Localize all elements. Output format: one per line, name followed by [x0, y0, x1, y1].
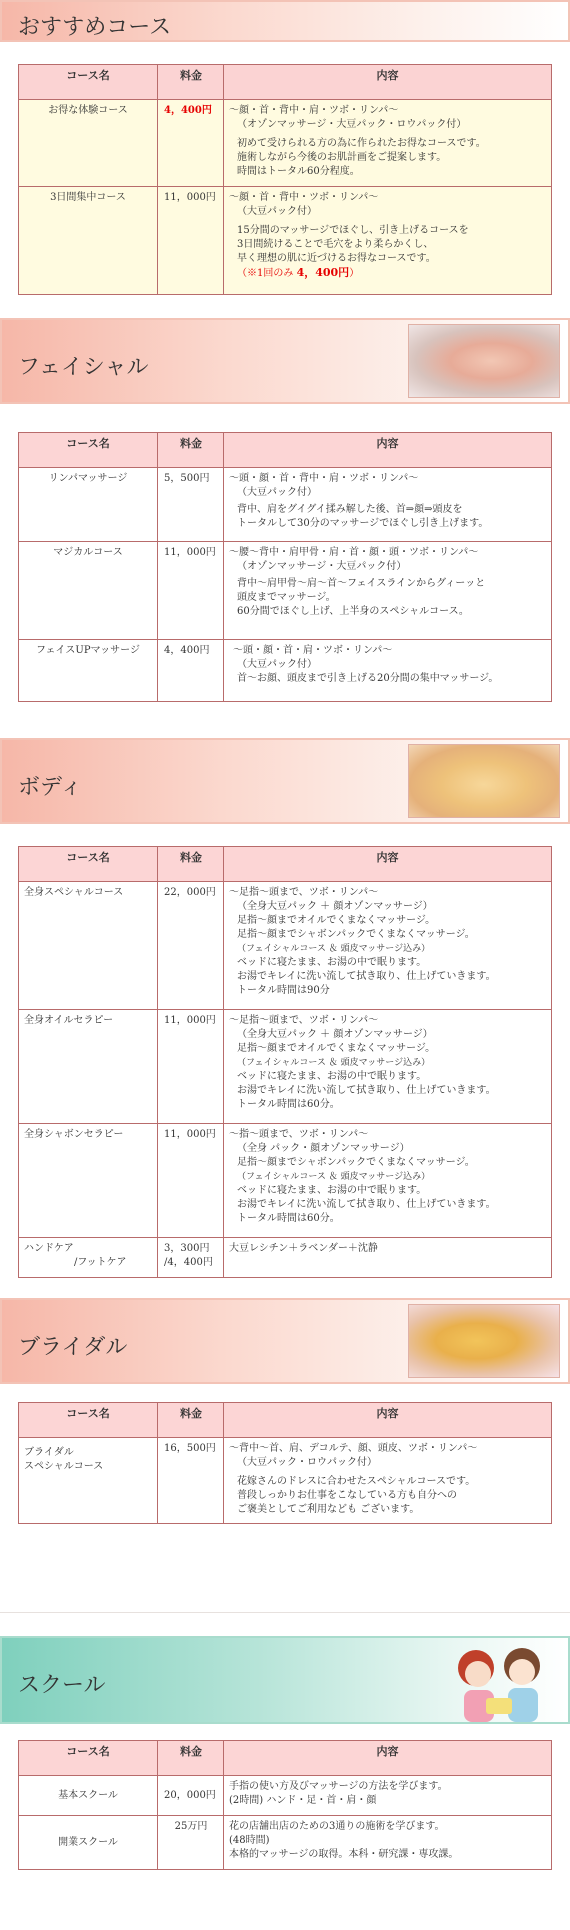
school-illustration	[438, 1642, 558, 1722]
course-name: 基本スクール	[19, 1776, 158, 1816]
table-header-row	[19, 847, 552, 882]
course-content: ～背中～首、肩、デコルテ、顔、頭皮、ツボ・リンパ～ （大豆パック・ロウパック付） 花嫁さんのドレスに合わせたスペシャルコースです。 普段しっかりお仕事をこなしている方も自分への ご褒美としてご利用なども ございます。	[224, 1438, 552, 1524]
header-price: 料金	[158, 433, 224, 468]
course-price: 20，000円	[158, 1776, 224, 1816]
table-row	[19, 1010, 552, 1124]
course-name: フェイスUPマッサージ	[19, 640, 158, 702]
course-content: ～足指～頭まで、ツボ・リンパ～ （全身大豆パック ＋ 顔オゾンマッサージ） 足指～顔までオイルでくまなくマッサージ。 足指～顔までシャボンパックでくまなくマッサージ。 （フェイシャルコース ＆ 頭皮マッサージ込み） ベッドに寝たまま、お湯の中で眠ります。 お湯でキレイに洗い流して拭き取り、仕上げていきます。 トータル時間は90分	[224, 882, 552, 1010]
course-price: 3，300円 /4，400円	[158, 1238, 224, 1278]
course-content: ～腰～背中・肩甲骨・肩・首・顔・頭・ツボ・リンパ～ （オゾンマッサージ・大豆パック付） 背中～肩甲骨～肩～首～フェイスラインからグィーッと 頭皮までマッサージ。 60分間でほぐし上げ、上半身のスペシャルコース。	[224, 542, 552, 640]
course-content: ～足指～頭まで、ツボ・リンパ～ （全身大豆パック ＋ 顔オゾンマッサージ） 足指～顔までオイルでくまなくマッサージ。 （フェイシャルコース ＆ 頭皮マッサージ込み） ベッドに寝たまま、お湯の中で眠ります。 お湯でキレイに洗い流して拭き取り、仕上げていきます。 トータル時間は60分。	[224, 1010, 552, 1124]
course-price: 11，000円	[158, 1010, 224, 1124]
table-row	[19, 187, 552, 295]
table-row	[19, 1124, 552, 1238]
osusume-table	[18, 64, 552, 295]
table-row	[19, 1816, 552, 1870]
course-price: 5，500円	[158, 468, 224, 542]
body-banner	[0, 738, 570, 824]
course-price: 4，400円	[164, 105, 212, 116]
table-row	[19, 640, 552, 702]
header-name: コース名	[19, 1403, 158, 1438]
course-name: 全身シャボンセラピー	[19, 1124, 158, 1238]
course-name: お得な体験コース	[19, 100, 158, 187]
course-name: 3日間集中コース	[19, 187, 158, 295]
section-title: ブライダル	[18, 1335, 128, 1360]
section-divider	[0, 1612, 570, 1613]
course-content: ～指～頭まで、ツボ・リンパ～ （全身 パック・顔オゾンマッサージ） 足指～顔までシャボンパックでくまなくマッサージ。 （フェイシャルコース ＆ 頭皮マッサージ込み） ベッドに寝たまま、お湯の中で眠ります。 お湯でキレイに洗い流して拭き取り、仕上げていきます。 トータル時間は60分。	[224, 1124, 552, 1238]
table-row	[19, 1776, 552, 1816]
course-name: 開業スクール	[19, 1816, 158, 1870]
table-header-row	[19, 1741, 552, 1776]
course-content: 手指の使い方及びマッサージの方法を学びます。 (2時間) ハンド・足・首・肩・顔	[224, 1776, 552, 1816]
course-content: ～顔・首・背中・ツボ・リンパ～ （大豆パック付） 15分間のマッサージでほぐし、引き上げるコースを 3日間続けることで毛穴をより柔らかくし、 早く理想の肌に近づけるお得なコースです。 （※1回のみ 4，400円）	[224, 187, 552, 295]
facial-table	[18, 432, 552, 702]
course-content: ～頭・顔・首・背中・肩・ツボ・リンパ～ （大豆パック付） 背中、肩をグイグイ揉み解した後、首⇒顔⇒頭皮を トータルして30分のマッサージでほぐし引き上げます。	[224, 468, 552, 542]
school-banner	[0, 1636, 570, 1724]
course-name: リンパマッサージ	[19, 468, 158, 542]
course-price: 11，000円	[158, 1124, 224, 1238]
bridal-photo	[408, 1304, 560, 1378]
facial-photo	[408, 324, 560, 398]
body-photo	[408, 744, 560, 818]
course-price: 25万円	[158, 1816, 224, 1870]
table-row	[19, 882, 552, 1010]
header-content: 内容	[224, 433, 552, 468]
table-header-row	[19, 433, 552, 468]
bridal-banner	[0, 1298, 570, 1384]
course-price: 16，500円	[158, 1438, 224, 1524]
bridal-table	[18, 1402, 552, 1524]
section-title: フェイシャル	[18, 355, 149, 380]
osusume-banner	[0, 0, 570, 42]
table-row	[19, 468, 552, 542]
course-content: ～顔・首・背中・肩・ツボ・リンパ～ （オゾンマッサージ・大豆パック・ロウパック付） 初めて受けられる方の為に作られたお得なコースです。 施術しながら今後のお肌計画をご提案します。 時間はトータル60分程度。	[224, 100, 552, 187]
header-name: コース名	[19, 1741, 158, 1776]
school-table	[18, 1740, 552, 1870]
header-name: コース名	[19, 433, 158, 468]
course-price: 11，000円	[158, 187, 224, 295]
course-name: ハンドケア /フットケア	[19, 1238, 158, 1278]
header-price: 料金	[158, 1403, 224, 1438]
table-row	[19, 1238, 552, 1278]
header-price: 料金	[158, 65, 224, 100]
body-table	[18, 846, 552, 1278]
table-row	[19, 1438, 552, 1524]
course-name: 全身オイルセラピー	[19, 1010, 158, 1124]
course-content: ～頭・顔・首・肩・ツボ・リンパ～ （大豆パック付） 首～お顔、頭皮まで引き上げる20分間の集中マッサージ。	[224, 640, 552, 702]
course-name: 全身スペシャルコース	[19, 882, 158, 1010]
course-price: 4，400円	[158, 640, 224, 702]
header-price: 料金	[158, 1741, 224, 1776]
section-title: おすすめコース	[18, 15, 172, 40]
course-name: ブライダル スペシャルコース	[19, 1438, 158, 1524]
facial-banner	[0, 318, 570, 404]
header-content: 内容	[224, 1403, 552, 1438]
course-note: （※1回のみ 4，400円）	[237, 266, 360, 279]
header-content: 内容	[224, 1741, 552, 1776]
section-title: ボディ	[18, 775, 83, 800]
table-header-row	[19, 1403, 552, 1438]
table-header-row	[19, 65, 552, 100]
table-row	[19, 100, 552, 187]
header-content: 内容	[224, 65, 552, 100]
header-content: 内容	[224, 847, 552, 882]
header-price: 料金	[158, 847, 224, 882]
header-name: コース名	[19, 65, 158, 100]
course-name: マジカルコース	[19, 542, 158, 640]
course-price: 11，000円	[158, 542, 224, 640]
table-row	[19, 542, 552, 640]
course-content: 大豆レシチン＋ラベンダー＋沈静	[224, 1238, 552, 1278]
course-content: 花の店舗出店のための3通りの施術を学びます。 (48時間) 本格的マッサージの取得。本科・研究課・専攻課。	[224, 1816, 552, 1870]
course-price: 22，000円	[158, 882, 224, 1010]
section-title: スクール	[18, 1673, 106, 1698]
header-name: コース名	[19, 847, 158, 882]
